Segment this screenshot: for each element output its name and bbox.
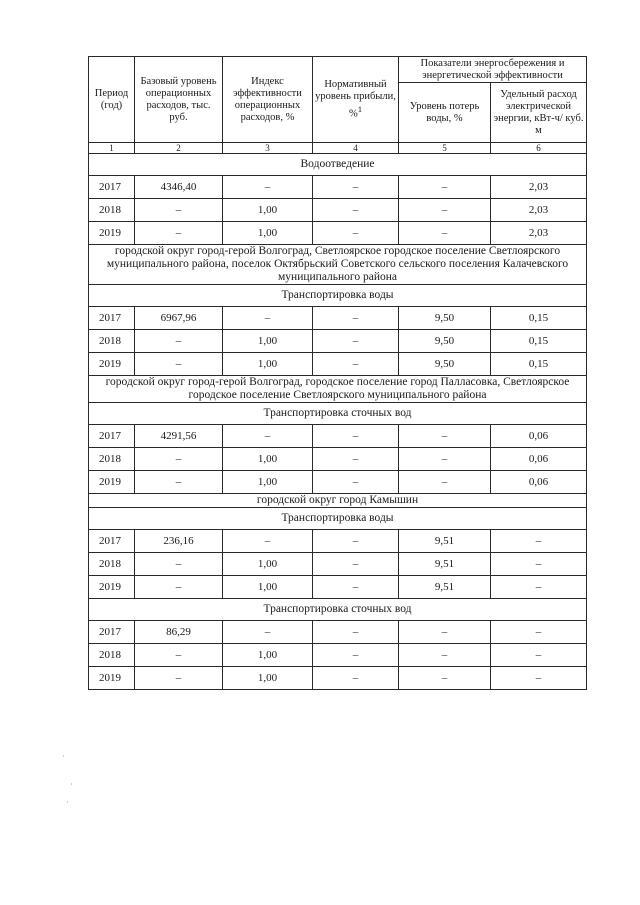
section-row	[89, 599, 587, 621]
value-cell: –	[313, 448, 399, 471]
value-cell: 1,00	[223, 576, 313, 599]
year-cell: 2019	[89, 353, 135, 376]
value-cell: –	[313, 471, 399, 494]
value-cell: –	[399, 471, 491, 494]
year-cell: 2018	[89, 448, 135, 471]
value-cell: –	[135, 222, 223, 245]
value-cell: 9,51	[399, 553, 491, 576]
value-cell: –	[313, 667, 399, 690]
region-row	[89, 376, 587, 403]
region-title: городской округ город-герой Волгоград, городское поселение город Палласовка, Светлоярское городское поселение Светлоярского муниципального района	[89, 376, 587, 403]
scan-mark: ·	[70, 780, 73, 789]
value-cell: –	[313, 176, 399, 199]
year-cell: 2017	[89, 425, 135, 448]
value-cell: –	[399, 621, 491, 644]
value-cell: –	[135, 448, 223, 471]
table-row	[89, 353, 587, 376]
value-cell: –	[135, 576, 223, 599]
table-row	[89, 448, 587, 471]
year-cell: 2019	[89, 471, 135, 494]
section-title: Транспортировка сточных вод	[89, 599, 587, 621]
value-cell: –	[313, 222, 399, 245]
table-row	[89, 530, 587, 553]
header-period: Период (год)	[89, 57, 135, 143]
value-cell: 9,51	[399, 530, 491, 553]
value-cell: –	[491, 667, 587, 690]
value-cell: –	[313, 644, 399, 667]
value-cell: –	[491, 553, 587, 576]
value-cell: 9,50	[399, 353, 491, 376]
table-row	[89, 330, 587, 353]
region-row	[89, 245, 587, 285]
value-cell: –	[491, 621, 587, 644]
section-title: Транспортировка сточных вод	[89, 403, 587, 425]
value-cell: –	[313, 199, 399, 222]
region-title: городской округ город-герой Волгоград, Светлоярское городское поселение Светлоярского муниципального района, поселок Октябрьский Советского сельского поселения Калачевского муниципального района	[89, 245, 587, 285]
value-cell: –	[491, 530, 587, 553]
value-cell: –	[399, 644, 491, 667]
table-row	[89, 176, 587, 199]
table-row	[89, 553, 587, 576]
value-cell: –	[399, 425, 491, 448]
table-row	[89, 199, 587, 222]
value-cell: 0,15	[491, 353, 587, 376]
value-cell: –	[491, 644, 587, 667]
table-row	[89, 222, 587, 245]
value-cell: –	[399, 222, 491, 245]
footnote-marker: 1	[357, 103, 363, 114]
table-row	[89, 644, 587, 667]
value-cell: 0,06	[491, 425, 587, 448]
scan-mark: ·	[62, 752, 65, 761]
value-cell: –	[135, 353, 223, 376]
table-row	[89, 576, 587, 599]
value-cell: –	[313, 307, 399, 330]
table-row	[89, 425, 587, 448]
year-cell: 2018	[89, 199, 135, 222]
header-electric-use: Удельный расход электрической энергии, кВт-ч/ куб. м	[491, 83, 587, 143]
value-cell: 9,50	[399, 307, 491, 330]
section-row	[89, 508, 587, 530]
value-cell: 1,00	[223, 353, 313, 376]
year-cell: 2019	[89, 222, 135, 245]
value-cell: 1,00	[223, 471, 313, 494]
header-profit-text: Нормативный уровень прибыли, %	[315, 78, 396, 120]
value-cell: 1,00	[223, 222, 313, 245]
year-cell: 2017	[89, 176, 135, 199]
value-cell: –	[223, 425, 313, 448]
value-cell: 1,00	[223, 330, 313, 353]
value-cell: –	[223, 530, 313, 553]
value-cell: 0,06	[491, 471, 587, 494]
value-cell: –	[135, 667, 223, 690]
column-number: 5	[399, 143, 491, 154]
header-energy-group: Показатели энергосбережения и энергетической эффективности	[399, 57, 587, 83]
tariff-table	[88, 56, 587, 690]
table-row	[89, 307, 587, 330]
value-cell: –	[135, 199, 223, 222]
value-cell: –	[135, 471, 223, 494]
year-cell: 2017	[89, 621, 135, 644]
year-cell: 2018	[89, 644, 135, 667]
value-cell: 0,15	[491, 307, 587, 330]
value-cell: –	[135, 330, 223, 353]
column-number: 2	[135, 143, 223, 154]
section-title: Транспортировка воды	[89, 285, 587, 307]
header-efficiency-index: Индекс эффективности операционных расходов, %	[223, 57, 313, 143]
value-cell: –	[223, 176, 313, 199]
column-number: 3	[223, 143, 313, 154]
value-cell: –	[313, 425, 399, 448]
column-number: 4	[313, 143, 399, 154]
year-cell: 2017	[89, 307, 135, 330]
value-cell: –	[313, 621, 399, 644]
column-number: 6	[491, 143, 587, 154]
value-cell: –	[399, 176, 491, 199]
year-cell: 2018	[89, 553, 135, 576]
year-cell: 2018	[89, 330, 135, 353]
value-cell: –	[313, 330, 399, 353]
value-cell: 1,00	[223, 448, 313, 471]
value-cell: –	[399, 448, 491, 471]
value-cell: 0,06	[491, 448, 587, 471]
value-cell: –	[135, 553, 223, 576]
value-cell: –	[313, 530, 399, 553]
table-row	[89, 471, 587, 494]
value-cell: 2,03	[491, 222, 587, 245]
scan-mark: ·	[66, 798, 69, 807]
value-cell: 0,15	[491, 330, 587, 353]
value-cell: –	[135, 644, 223, 667]
value-cell: 6967,96	[135, 307, 223, 330]
region-title: городской округ город Камышин	[89, 494, 587, 508]
value-cell: 4291,56	[135, 425, 223, 448]
value-cell: 86,29	[135, 621, 223, 644]
value-cell: 2,03	[491, 199, 587, 222]
section-title: Транспортировка воды	[89, 508, 587, 530]
section-row	[89, 154, 587, 176]
header-base-opex: Базовый уровень операционных расходов, тыс. руб.	[135, 57, 223, 143]
value-cell: –	[313, 353, 399, 376]
value-cell: 9,51	[399, 576, 491, 599]
section-row	[89, 285, 587, 307]
table-body	[89, 154, 587, 690]
year-cell: 2019	[89, 576, 135, 599]
year-cell: 2019	[89, 667, 135, 690]
value-cell: –	[313, 553, 399, 576]
value-cell: –	[399, 667, 491, 690]
region-row	[89, 494, 587, 508]
section-row	[89, 403, 587, 425]
value-cell: –	[313, 576, 399, 599]
value-cell: 2,03	[491, 176, 587, 199]
value-cell: 1,00	[223, 644, 313, 667]
header-water-loss: Уровень потерь воды, %	[399, 83, 491, 143]
value-cell: 9,50	[399, 330, 491, 353]
value-cell: 1,00	[223, 199, 313, 222]
header-profit-level	[313, 57, 399, 143]
section-title: Водоотведение	[89, 154, 587, 176]
table-row	[89, 667, 587, 690]
value-cell: –	[491, 576, 587, 599]
value-cell: –	[399, 199, 491, 222]
table-row	[89, 621, 587, 644]
value-cell: 1,00	[223, 553, 313, 576]
column-numbers-row	[89, 143, 587, 154]
value-cell: 236,16	[135, 530, 223, 553]
column-number: 1	[89, 143, 135, 154]
value-cell: –	[223, 621, 313, 644]
value-cell: –	[223, 307, 313, 330]
value-cell: 1,00	[223, 667, 313, 690]
value-cell: 4346,40	[135, 176, 223, 199]
year-cell: 2017	[89, 530, 135, 553]
